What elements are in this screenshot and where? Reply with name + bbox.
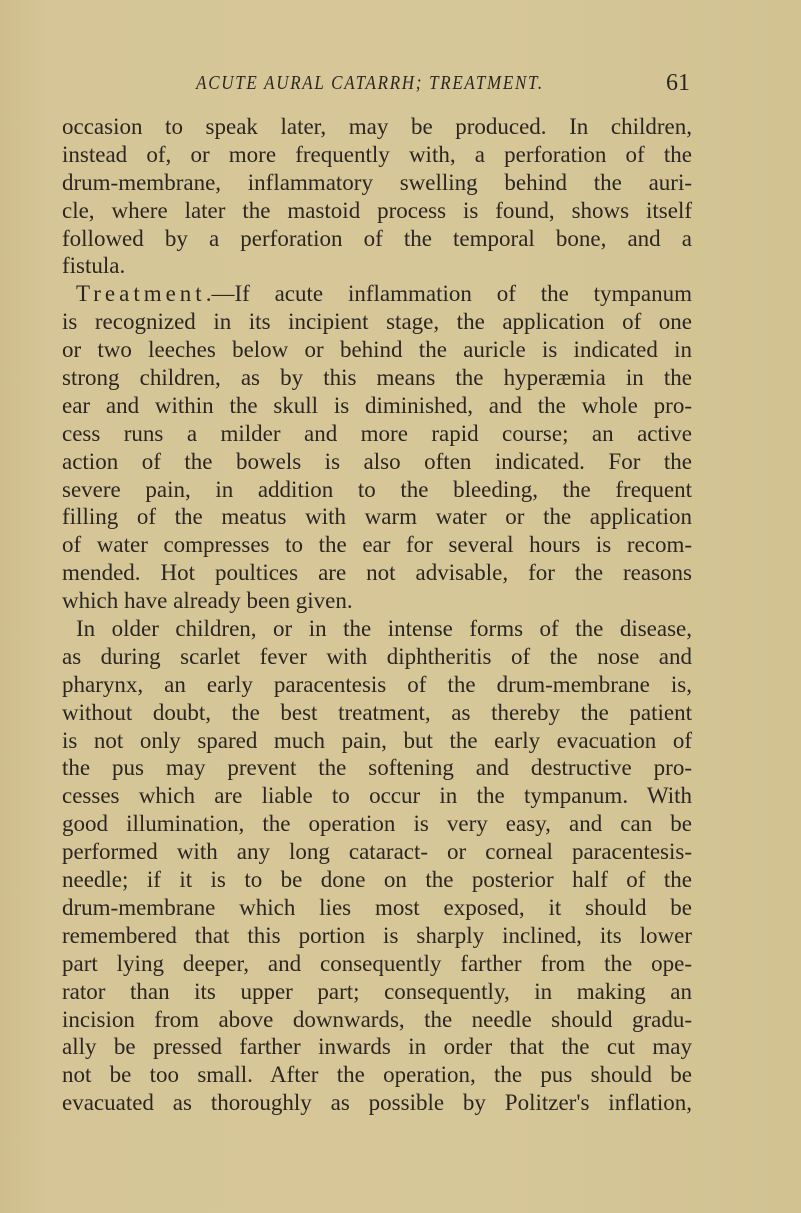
text-line-content: rator than its upper part; consequently, in making an xyxy=(62,978,692,1004)
text-line-content: performed with any long cataract- or corneal paracentesis- xyxy=(62,839,692,865)
text-line-content: Treatment.—If acute inflammation of the tympanum xyxy=(76,281,692,307)
text-line-content: drum-membrane, inflammatory swelling behind the auri- xyxy=(62,169,692,195)
text-line-content: action of the bowels is also often indicated. For the xyxy=(62,448,692,474)
text-line-content: is not only spared much pain, but the early evacuation of xyxy=(62,727,692,753)
text-line-content: incision from above downwards, the needle should gradu- xyxy=(62,1006,692,1032)
text-line-content: cesses which are liable to occur in the tympanum. With xyxy=(62,783,692,809)
text-line-content: cess runs a milder and more rapid course; an active xyxy=(62,420,692,446)
text-line xyxy=(62,810,692,838)
text-line xyxy=(62,1061,692,1089)
text-line-content: ally be pressed farther inwards in order that the cut may xyxy=(62,1034,692,1060)
text-line xyxy=(62,615,692,643)
text-line-content: cle, where later the mastoid process is found, shows itself xyxy=(62,197,692,223)
text-line xyxy=(62,587,692,615)
text-line xyxy=(62,699,692,727)
text-line-content: followed by a perforation of the temporal bone, and a xyxy=(62,225,692,251)
body-text xyxy=(62,113,692,1117)
text-line xyxy=(62,225,692,253)
text-line xyxy=(62,364,692,392)
text-line xyxy=(62,280,692,308)
text-line xyxy=(62,838,692,866)
text-line xyxy=(62,894,692,922)
text-line-content: pharynx, an early paracentesis of the drum-membrane is, xyxy=(62,671,692,697)
text-line xyxy=(62,476,692,504)
text-line-content: ear and within the skull is diminished, and the whole pro- xyxy=(62,392,692,418)
text-line xyxy=(62,782,692,810)
text-line xyxy=(62,643,692,671)
text-line-content: or two leeches below or behind the auricle is indicated in xyxy=(62,337,692,363)
text-line-content: remembered that this portion is sharply inclined, its lower xyxy=(62,922,692,948)
text-line xyxy=(62,531,692,559)
text-line-content: mended. Hot poultices are not advisable, for the reasons xyxy=(62,560,692,586)
text-line xyxy=(62,1006,692,1034)
text-line-content: drum-membrane which lies most exposed, it should be xyxy=(62,894,692,920)
text-line-content: the pus may prevent the softening and destructive pro- xyxy=(62,755,692,781)
text-line xyxy=(62,922,692,950)
text-line-content: filling of the meatus with warm water or the application xyxy=(62,504,692,530)
text-line-content: good illumination, the operation is very easy, and can be xyxy=(62,811,692,837)
text-line xyxy=(62,1033,692,1061)
text-line xyxy=(62,866,692,894)
text-line xyxy=(62,754,692,782)
text-line xyxy=(62,448,692,476)
text-line xyxy=(62,420,692,448)
text-line xyxy=(62,978,692,1006)
page-number: 61 xyxy=(666,70,690,96)
text-line-content: strong children, as by this means the hyperæmia in the xyxy=(62,365,692,391)
running-header: ACUTE AURAL CATARRH; TREATMENT. xyxy=(196,72,544,94)
text-line-content: as during scarlet fever with diphtheritis of the nose and xyxy=(62,643,692,669)
text-line xyxy=(62,113,692,141)
text-line-content: occasion to speak later, may be produced. In children, xyxy=(62,114,692,139)
text-line-content: instead of, or more frequently with, a perforation of the xyxy=(62,141,692,167)
text-line-content: In older children, or in the intense forms of the disease, xyxy=(76,616,692,642)
text-line-content: evacuated as thoroughly as possible by Politzer's inflation, xyxy=(62,1090,692,1116)
text-line xyxy=(62,197,692,225)
text-line-content: part lying deeper, and consequently farther from the ope- xyxy=(62,950,692,976)
text-line-content: without doubt, the best treatment, as thereby the patient xyxy=(62,699,692,725)
text-line xyxy=(62,503,692,531)
text-line xyxy=(62,727,692,755)
text-line-content: severe pain, in addition to the bleeding, the frequent xyxy=(62,476,692,502)
text-line xyxy=(62,336,692,364)
text-line-content: fistula. xyxy=(62,253,126,279)
text-line xyxy=(62,252,692,280)
text-line xyxy=(62,1089,692,1117)
text-line xyxy=(62,308,692,336)
text-line xyxy=(62,950,692,978)
text-line-content: is recognized in its incipient stage, the application of one xyxy=(62,309,692,335)
text-line xyxy=(62,559,692,587)
text-line-content: which have already been given. xyxy=(62,588,353,614)
text-line xyxy=(62,671,692,699)
text-line-content: needle; if it is to be done on the posterior half of the xyxy=(62,867,692,893)
text-line xyxy=(62,141,692,169)
text-line xyxy=(62,169,692,197)
text-line-content: not be too small. After the operation, the pus should be xyxy=(62,1062,692,1088)
text-line-content: of water compresses to the ear for several hours is recom- xyxy=(62,532,692,558)
text-line xyxy=(62,392,692,420)
section-sidehead: Treatment xyxy=(76,281,206,307)
